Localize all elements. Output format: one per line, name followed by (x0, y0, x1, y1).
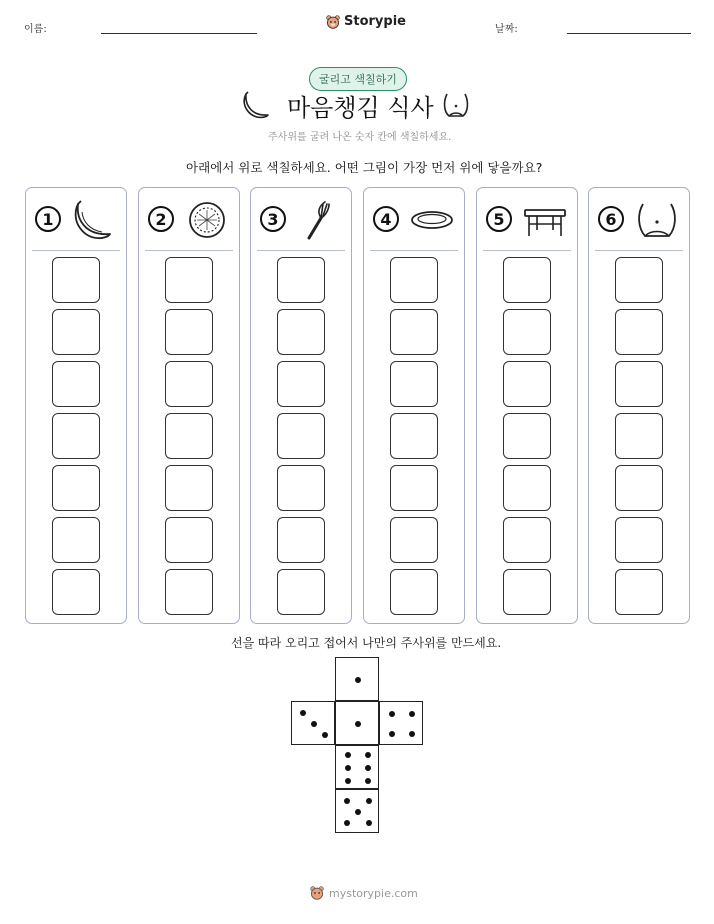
column-divider (370, 250, 458, 251)
dice-pip (409, 731, 415, 737)
dice-face-1[interactable] (335, 701, 379, 745)
column-number: 6 (598, 206, 624, 232)
brand-logo (326, 14, 406, 29)
color-box[interactable] (390, 465, 438, 511)
dice-face-1[interactable] (335, 657, 379, 701)
dice-pip (345, 778, 351, 784)
dice-column-4 (363, 187, 465, 624)
plate-icon (408, 198, 456, 242)
belly-icon (441, 90, 471, 120)
column-divider (483, 250, 571, 251)
dice-pip (355, 677, 361, 683)
table-icon (521, 198, 569, 242)
color-box[interactable] (52, 309, 100, 355)
color-box[interactable] (390, 361, 438, 407)
color-box[interactable] (503, 361, 551, 407)
color-box[interactable] (52, 569, 100, 615)
activity-badge: 굴리고 색칠하기 (309, 67, 407, 91)
color-box[interactable] (277, 257, 325, 303)
color-box[interactable] (390, 569, 438, 615)
dice-pip (389, 731, 395, 737)
belly-icon (633, 198, 681, 242)
dice-face-4[interactable] (379, 701, 423, 745)
column-number: 3 (260, 206, 286, 232)
color-box[interactable] (615, 465, 663, 511)
dice-pip (365, 752, 371, 758)
dice-face-3[interactable] (291, 701, 335, 745)
column-divider (145, 250, 233, 251)
color-box[interactable] (390, 309, 438, 355)
color-box[interactable] (615, 569, 663, 615)
color-box[interactable] (52, 257, 100, 303)
column-divider (595, 250, 683, 251)
dice-pip (345, 765, 351, 771)
color-box[interactable] (52, 361, 100, 407)
color-box[interactable] (615, 257, 663, 303)
color-box[interactable] (503, 465, 551, 511)
name-line[interactable] (101, 33, 257, 34)
color-box[interactable] (503, 569, 551, 615)
dice-pip (389, 711, 395, 717)
coloring-instruction: 아래에서 위로 색칠하세요. 어떤 그림이 가장 먼저 위에 닿을까요? (186, 160, 543, 175)
color-box[interactable] (503, 257, 551, 303)
color-box[interactable] (52, 517, 100, 563)
color-box[interactable] (277, 309, 325, 355)
color-box[interactable] (503, 309, 551, 355)
brand-name: Storypie (344, 14, 406, 29)
date-label: 날짜: (495, 24, 518, 35)
dice-pip (366, 798, 372, 804)
dice-pip (409, 711, 415, 717)
color-box[interactable] (165, 309, 213, 355)
color-box[interactable] (503, 517, 551, 563)
color-box[interactable] (52, 413, 100, 459)
color-box[interactable] (277, 413, 325, 459)
dice-face-5[interactable] (335, 789, 379, 833)
color-box[interactable] (165, 569, 213, 615)
color-box[interactable] (615, 517, 663, 563)
page-subtitle: 주사위를 굴려 나온 숫자 칸에 색칠하세요. (268, 132, 452, 143)
color-box[interactable] (52, 465, 100, 511)
fork-icon (295, 198, 343, 242)
color-box[interactable] (503, 413, 551, 459)
color-box[interactable] (390, 257, 438, 303)
dice-column-6 (588, 187, 690, 624)
column-divider (32, 250, 120, 251)
color-box[interactable] (277, 517, 325, 563)
banana-icon (242, 90, 272, 120)
dice-pip (355, 809, 361, 815)
dice-pip (366, 820, 372, 826)
color-box[interactable] (277, 465, 325, 511)
column-number: 1 (35, 206, 61, 232)
dice-column-2 (138, 187, 240, 624)
color-box[interactable] (165, 465, 213, 511)
dice-pip (365, 778, 371, 784)
column-number: 4 (373, 206, 399, 232)
color-box[interactable] (277, 569, 325, 615)
dice-column-3 (250, 187, 352, 624)
date-line[interactable] (567, 33, 691, 34)
dice-face-6[interactable] (335, 745, 379, 789)
bear-icon (310, 886, 324, 900)
banana-icon (70, 198, 118, 242)
dice-pip (311, 721, 317, 727)
dice-pip (365, 765, 371, 771)
bear-icon (326, 15, 340, 29)
color-box[interactable] (615, 361, 663, 407)
color-box[interactable] (277, 361, 325, 407)
pie-icon (183, 198, 231, 242)
page-title: 마음챙김 식사 (287, 94, 434, 122)
color-box[interactable] (390, 413, 438, 459)
dice-pip (322, 732, 328, 738)
color-box[interactable] (615, 309, 663, 355)
dice-column-5 (476, 187, 578, 624)
dice-instruction: 선을 따라 오리고 접어서 나만의 주사위를 만드세요. (231, 636, 502, 650)
color-box[interactable] (165, 257, 213, 303)
column-number: 5 (486, 206, 512, 232)
dice-pip (345, 752, 351, 758)
color-box[interactable] (165, 413, 213, 459)
name-label: 이름: (24, 24, 47, 35)
dice-pip (355, 721, 361, 727)
column-divider (257, 250, 345, 251)
color-box[interactable] (165, 517, 213, 563)
dice-pip (344, 798, 350, 804)
dice-column-1 (25, 187, 127, 624)
color-box[interactable] (615, 413, 663, 459)
footer-url[interactable]: mystorypie.com (329, 886, 418, 900)
column-number: 2 (148, 206, 174, 232)
dice-pip (300, 710, 306, 716)
color-box[interactable] (165, 361, 213, 407)
footer (310, 886, 418, 900)
color-box[interactable] (390, 517, 438, 563)
dice-pip (344, 820, 350, 826)
